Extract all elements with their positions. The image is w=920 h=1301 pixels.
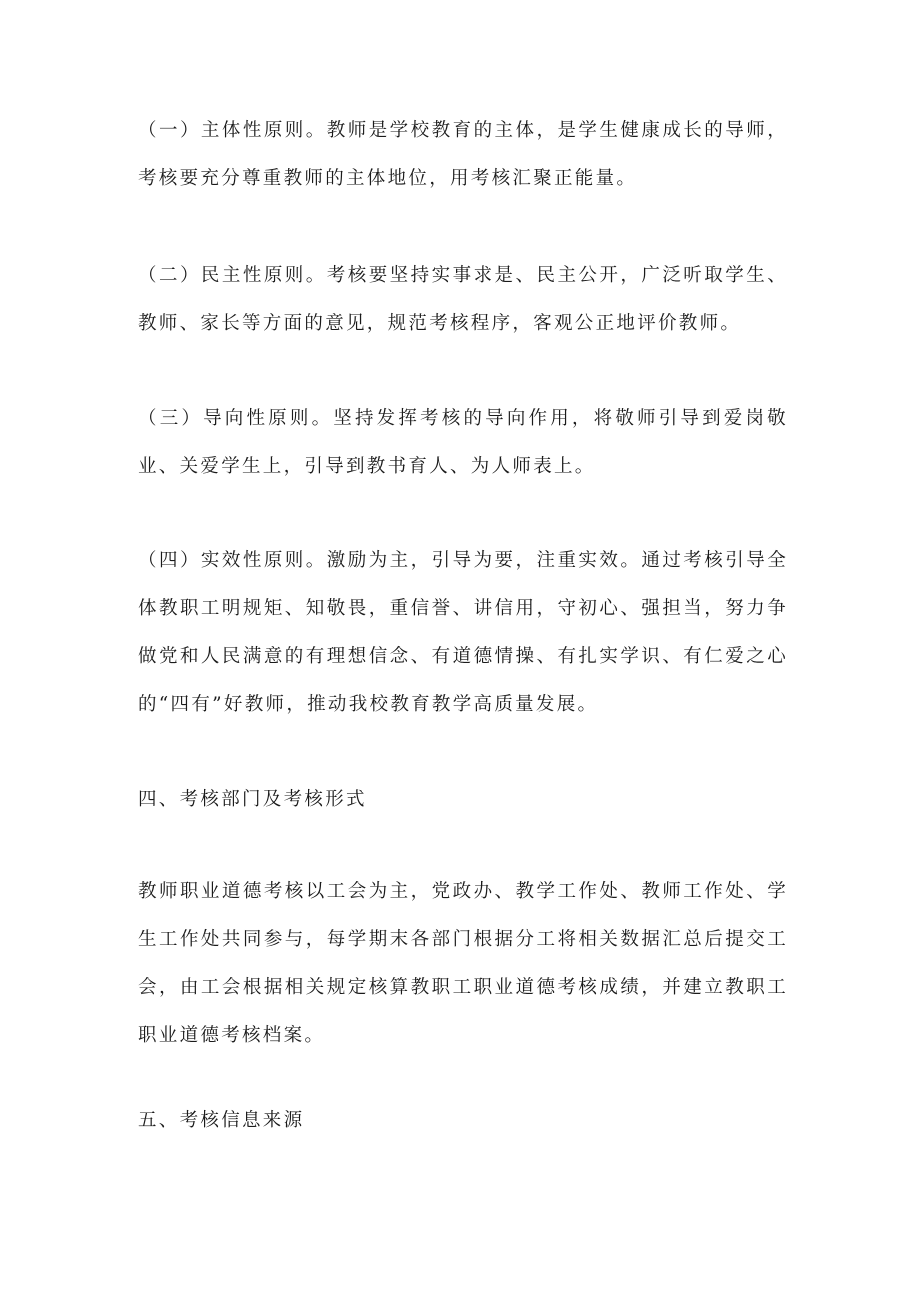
principle-democracy-paragraph: （二）民主性原则。考核要坚持实事求是、民主公开，广泛听取学生、教师、家长等方面的意见，规范考核程序，客观公正地评价教师。 [138, 265, 788, 334]
section-heading-assessment-departments: 四、考核部门及考核形式 [138, 789, 367, 810]
principle-subjectivity-paragraph: （一）主体性原则。教师是学校教育的主体，是学生健康成长的导师，考核要充分尊重教师的主体地位，用考核汇聚正能量。 [138, 120, 788, 189]
section-heading-information-sources: 五、考核信息来源 [138, 1110, 305, 1131]
principle-orientation-paragraph: （三）导向性原则。坚持发挥考核的导向作用，将敬师引导到爱岗敬业、关爱学生上，引导到教书育人、为人师表上。 [138, 408, 788, 477]
assessment-departments-paragraph: 教师职业道德考核以工会为主，党政办、教学工作处、教师工作处、学生工作处共同参与，每学期末各部门根据分工将相关数据汇总后提交工会，由工会根据相关规定核算教职工职业道德考核成绩，并建立教职工职业道德考核档案。 [138, 881, 788, 1046]
principle-effectiveness-paragraph: （四）实效性原则。激励为主，引导为要，注重实效。通过考核引导全体教职工明规矩、知敬畏，重信誉、讲信用，守初心、强担当，努力争做党和人民满意的有理想信念、有道德情操、有扎实学识、有仁爱之心的“四有”好教师，推动我校教育教学高质量发展。 [138, 550, 788, 715]
